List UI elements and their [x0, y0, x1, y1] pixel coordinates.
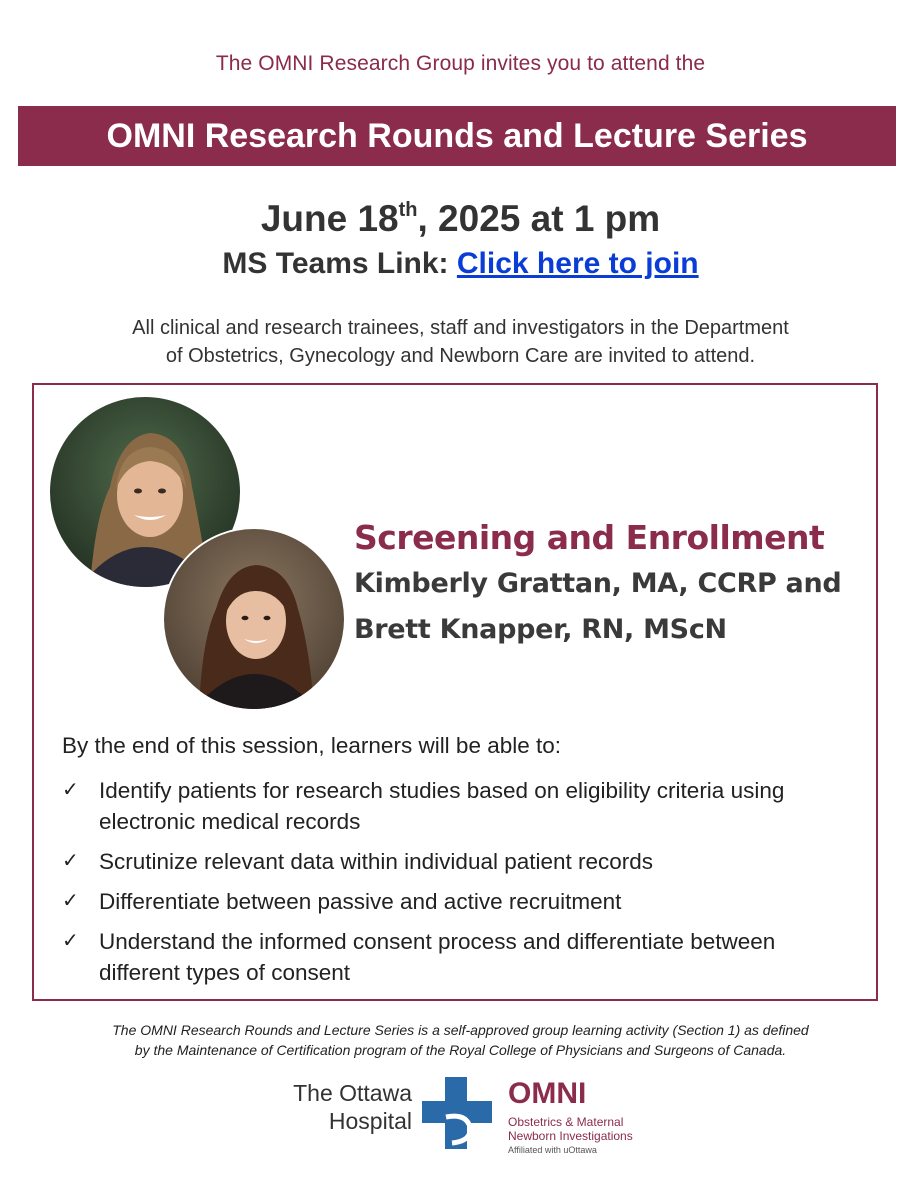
check-icon: ✓: [62, 850, 79, 872]
session-box: [32, 383, 878, 1001]
teams-join-link[interactable]: Click here to join: [456, 247, 699, 280]
accreditation-line-2: by the Maintenance of Certification program of the Royal College of Physicians and Surgeons of Canada.: [134, 1042, 787, 1058]
speaker-line-2: Brett Knapper, RN, MScN: [354, 614, 727, 645]
series-title: OMNI Research Rounds and Lecture Series: [106, 116, 808, 155]
check-icon: ✓: [62, 779, 79, 801]
list-item: [62, 775, 862, 837]
objectives-heading: By the end of this session, learners will be able to:: [62, 733, 562, 758]
list-item: [62, 886, 862, 917]
event-date-prefix: June 18: [260, 198, 399, 239]
ottawa-hospital-cross-icon: [422, 1077, 492, 1154]
check-icon: ✓: [62, 930, 79, 952]
event-date-suffix: th: [398, 198, 418, 221]
invite-line: The OMNI Research Group invites you to attend the: [215, 52, 706, 75]
logo-bar: [270, 1075, 670, 1155]
objective-text: Scrutinize relevant data within individual patient records: [99, 849, 654, 874]
audience-text: [0, 314, 921, 370]
audience-line-2: of Obstetrics, Gynecology and Newborn Care are invited to attend.: [165, 345, 756, 367]
objective-text: Identify patients for research studies based on eligibility criteria using electronic medical records: [99, 778, 785, 834]
omni-subtitle-line-1: Obstetrics & Maternal: [508, 1115, 624, 1129]
omni-subtitle-line-2: Newborn Investigations: [508, 1129, 633, 1143]
list-item: [62, 926, 862, 988]
teams-label: MS Teams Link:: [222, 247, 457, 280]
ottawa-hospital-line-2: Hospital: [328, 1108, 412, 1134]
event-date-rest: , 2025 at 1 pm: [417, 198, 661, 239]
omni-affiliation: Affiliated with uOttawa: [508, 1145, 597, 1155]
omni-logo-subtitle: [508, 1115, 633, 1143]
talk-info: [354, 515, 874, 653]
omni-logo: OMNI: [508, 1077, 587, 1110]
ottawa-hospital-line-1: The Ottawa: [293, 1080, 412, 1106]
ottawa-hospital-logo-text: [270, 1079, 412, 1135]
objective-text: Understand the informed consent process and differentiate between different types of consent: [99, 929, 776, 985]
speaker-photo-brett: [162, 527, 346, 711]
talk-title: Screening and Enrollment: [354, 518, 825, 557]
objective-text: Differentiate between passive and active recruitment: [99, 889, 622, 914]
accreditation-line-1: The OMNI Research Rounds and Lecture Series is a self-approved group learning activity (Section 1) as defined: [112, 1022, 809, 1038]
list-item: [62, 846, 862, 877]
objectives-list: [62, 775, 862, 997]
accreditation-note: [0, 1020, 921, 1060]
event-date: [0, 198, 921, 240]
audience-line-1: All clinical and research trainees, staff and investigators in the Department: [132, 317, 789, 339]
speaker-line-1: Kimberly Grattan, MA, CCRP and: [354, 568, 842, 599]
series-banner: [18, 106, 896, 166]
teams-line: [0, 247, 921, 281]
check-icon: ✓: [62, 890, 79, 912]
